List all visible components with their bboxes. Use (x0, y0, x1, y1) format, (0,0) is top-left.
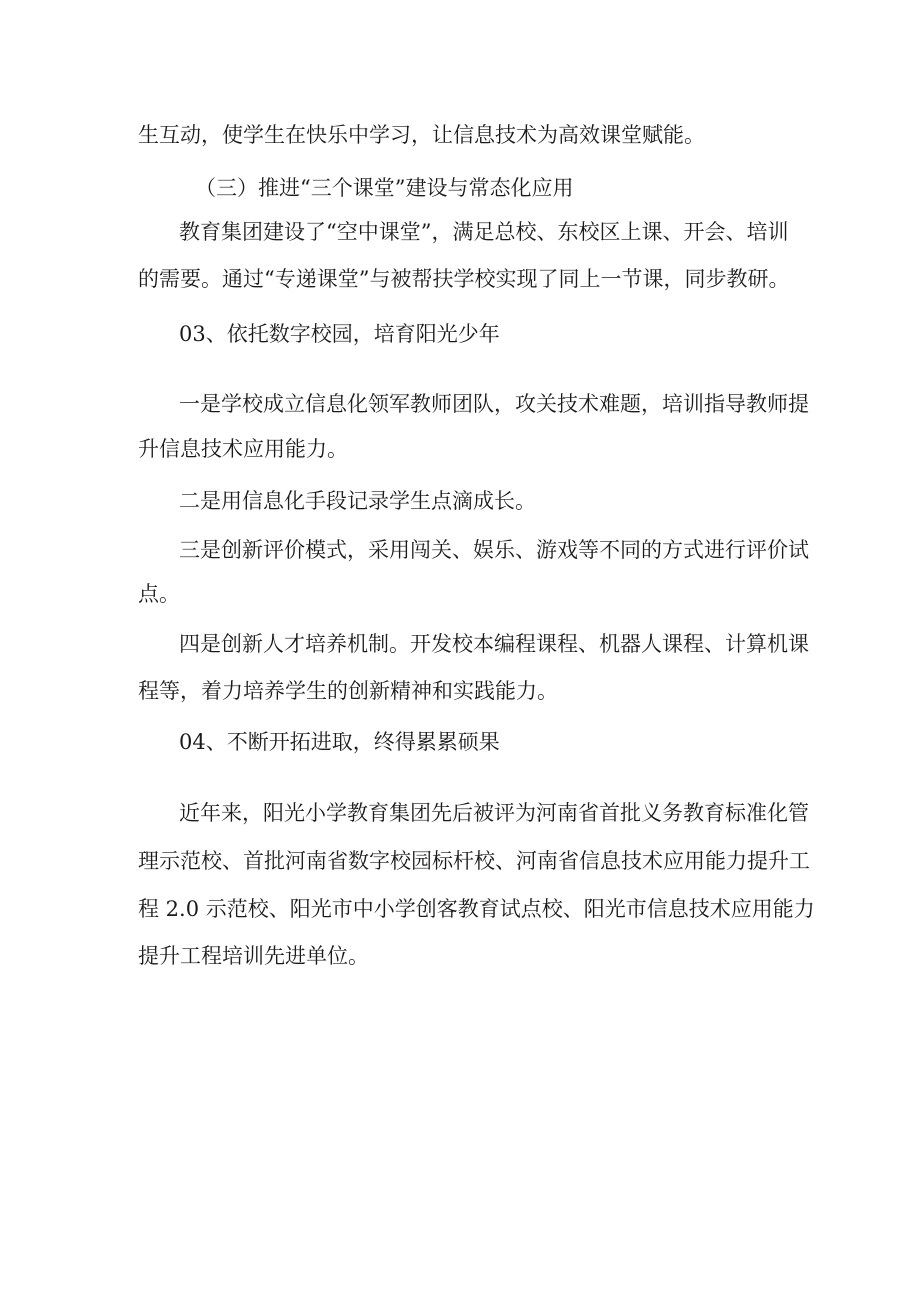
paragraph-result-line-3: 程 2.0 示范校、阳光市中小学创客教育试点校、阳光市信息技术应用能力 (138, 897, 815, 921)
paragraph-intro-tail: 生互动，使学生在快乐中学习，让信息技术为高效课堂赋能。 (138, 123, 705, 147)
paragraph-result-line-4: 提升工程培训先进单位。 (138, 944, 369, 968)
paragraph-result-line-1: 近年来，阳光小学教育集团先后被评为河南省首批义务教育标准化管 (179, 801, 809, 825)
paragraph-one-line-1: 一是学校成立信息化领军教师团队，攻关技术难题，培训指导教师提 (179, 392, 809, 416)
paragraph-one-line-2: 升信息技术应用能力。 (138, 437, 348, 461)
paragraph-three-line-1: 三是创新评价模式，采用闯关、娱乐、游戏等不同的方式进行评价试 (179, 538, 809, 562)
section-heading-03: 03、依托数字校园，培育阳光少年 (179, 322, 500, 346)
paragraph-three-line-2: 点。 (138, 582, 180, 606)
subheading-three-classrooms: （三）推进“三个课堂”建设与常态化应用 (195, 176, 574, 200)
paragraph-two: 二是用信息化手段记录学生点滴成长。 (179, 489, 536, 513)
paragraph-classroom-line-2: 的需要。通过“专递课堂”与被帮扶学校实现了同上一节课，同步教研。 (138, 267, 790, 291)
paragraph-classroom-line-1: 教育集团建设了“空中课堂”，满足总校、东校区上课、开会、培训 (179, 220, 789, 244)
paragraph-four-line-1: 四是创新人才培养机制。开发校本编程课程、机器人课程、计算机课 (179, 632, 809, 656)
section-heading-04: 04、不断开拓进取，终得累累硕果 (179, 730, 500, 754)
paragraph-result-line-2: 理示范校、首批河南省数字校园标杆校、河南省信息技术应用能力提升工 (138, 849, 810, 873)
paragraph-four-line-2: 程等，着力培养学生的创新精神和实践能力。 (138, 679, 558, 703)
